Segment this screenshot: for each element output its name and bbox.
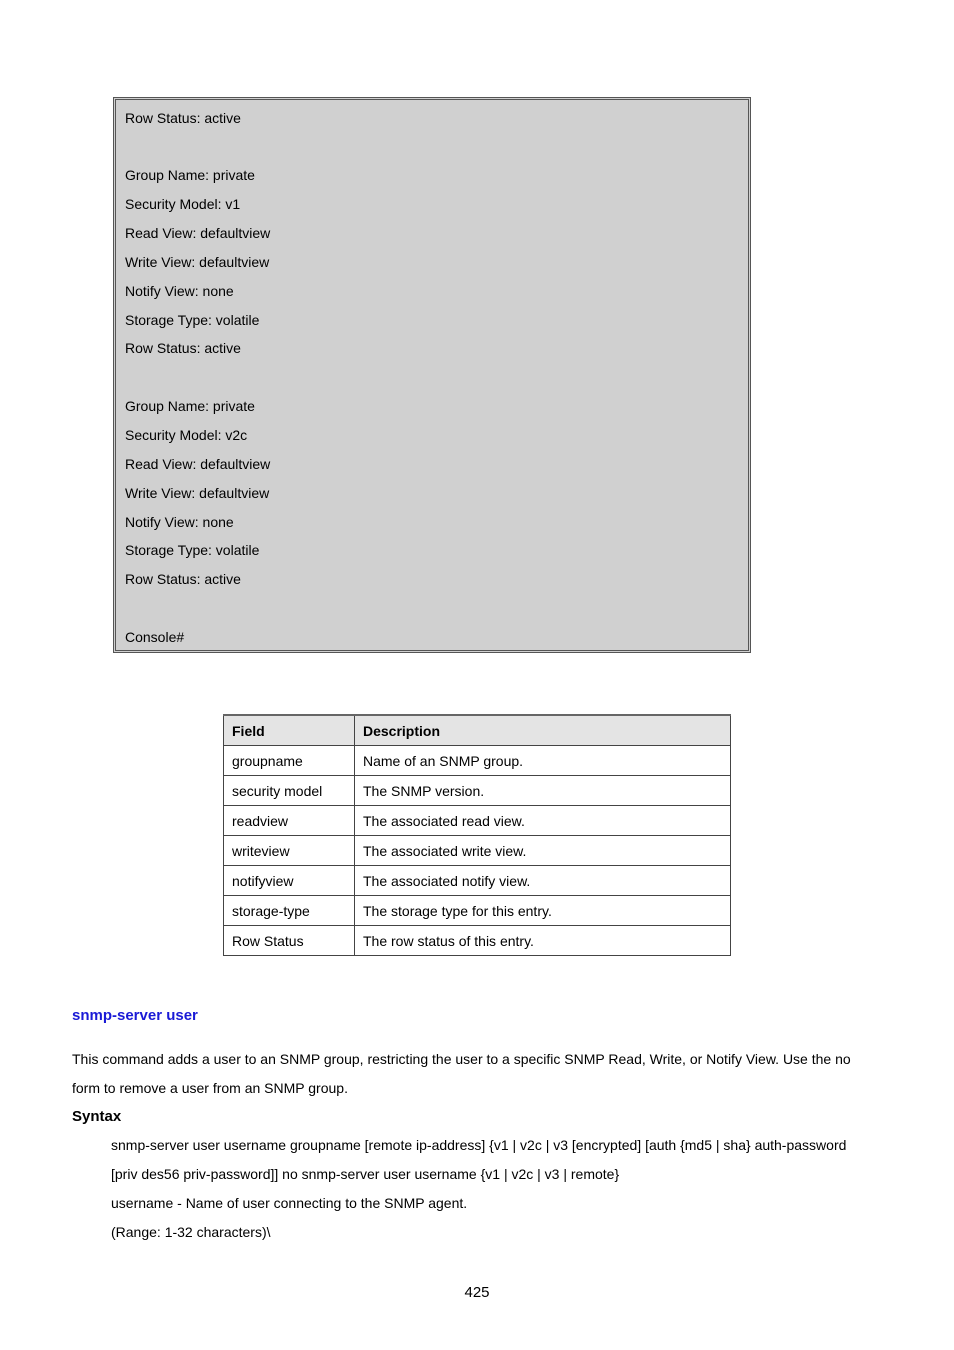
- table-row: [224, 926, 731, 956]
- field-cell: security model: [224, 776, 355, 806]
- description-cell: The associated write view.: [355, 836, 731, 866]
- console-line: Read View: defaultview: [125, 456, 271, 472]
- console-line: Row Status: active: [125, 110, 241, 126]
- console-line: Security Model: v2c: [125, 427, 248, 443]
- syntax-line: (Range: 1-32 characters)\: [111, 1224, 271, 1240]
- table-row: [224, 896, 731, 926]
- description-cell: The row status of this entry.: [355, 926, 731, 956]
- description-text: This command adds a user to an SNMP group, restricting the user to a specific SNMP Read, Write, or Notify View. Use the no: [72, 1051, 851, 1067]
- console-line: Notify View: none: [125, 283, 234, 299]
- syntax-line: snmp-server user username groupname [remote ip-address] {v1 | v2c | v3 [encrypted] [auth {md5 | sha} auth-password: [111, 1137, 847, 1153]
- column-header-field: Field: [224, 715, 355, 746]
- description-cell: The storage type for this entry.: [355, 896, 731, 926]
- console-line: Group Name: private: [125, 167, 255, 183]
- field-cell: readview: [224, 806, 355, 836]
- table-header-row: [224, 715, 731, 746]
- field-description-table: [223, 714, 731, 956]
- console-line: Group Name: private: [125, 398, 255, 414]
- table-row: [224, 776, 731, 806]
- description-cell: The associated notify view.: [355, 866, 731, 896]
- console-output-box: [113, 97, 751, 653]
- page-number: 425: [464, 1284, 490, 1301]
- console-line: Row Status: active: [125, 571, 241, 587]
- console-line: Security Model: v1: [125, 196, 241, 212]
- description-cell: The associated read view.: [355, 806, 731, 836]
- syntax-line: [priv des56 priv-password]] no snmp-server user username {v1 | v2c | v3 | remote}: [111, 1166, 620, 1182]
- field-cell: groupname: [224, 746, 355, 776]
- syntax-label: Syntax: [72, 1108, 122, 1125]
- console-line: Write View: defaultview: [125, 485, 270, 501]
- console-line: Row Status: active: [125, 340, 241, 356]
- console-line: Write View: defaultview: [125, 254, 270, 270]
- description-text: form to remove a user from an SNMP group.: [72, 1080, 348, 1096]
- console-line: Notify View: none: [125, 514, 234, 530]
- console-line: Storage Type: volatile: [125, 542, 260, 558]
- description-cell: The SNMP version.: [355, 776, 731, 806]
- console-prompt: Console#: [125, 629, 185, 645]
- console-line: Storage Type: volatile: [125, 312, 260, 328]
- table-row: [224, 746, 731, 776]
- table-row: [224, 836, 731, 866]
- syntax-line: username - Name of user connecting to the SNMP agent.: [111, 1195, 468, 1211]
- field-cell: Row Status: [224, 926, 355, 956]
- description-cell: Name of an SNMP group.: [355, 746, 731, 776]
- field-cell: storage-type: [224, 896, 355, 926]
- console-line: Read View: defaultview: [125, 225, 271, 241]
- field-cell: notifyview: [224, 866, 355, 896]
- section-heading: snmp-server user: [72, 1007, 198, 1024]
- field-cell: writeview: [224, 836, 355, 866]
- column-header-description: Description: [355, 715, 731, 746]
- table-row: [224, 806, 731, 836]
- table-row: [224, 866, 731, 896]
